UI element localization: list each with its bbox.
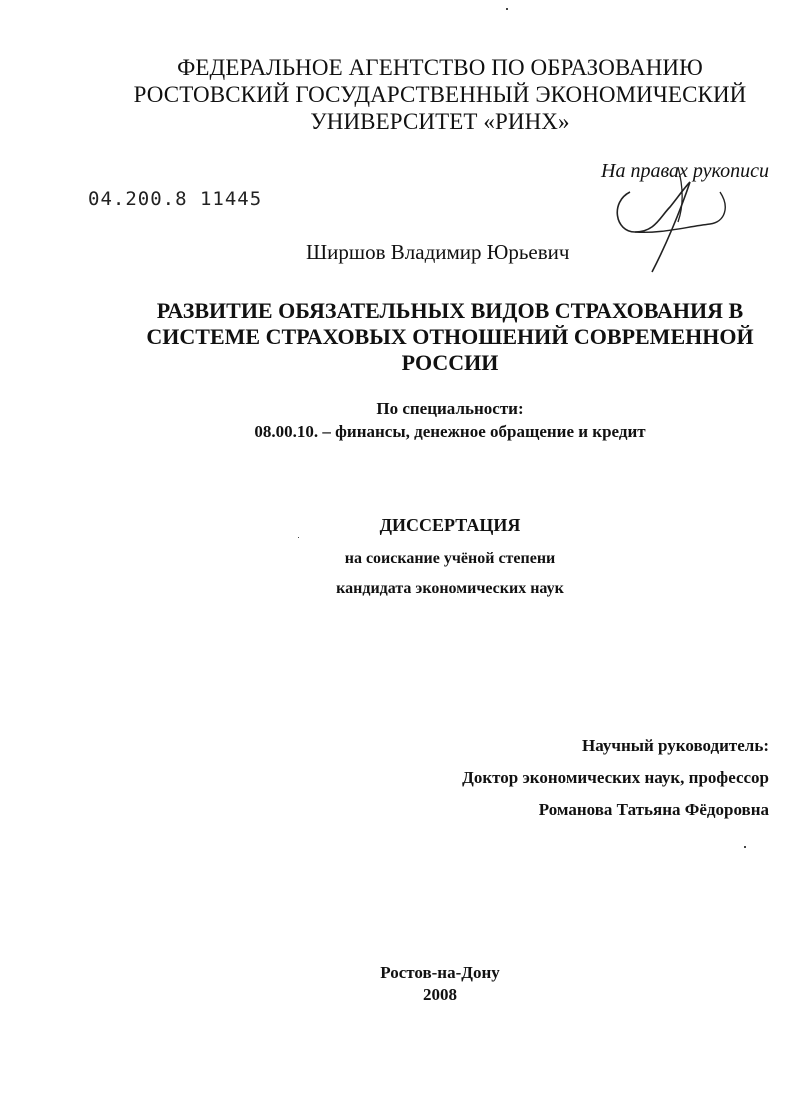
institution-line-1: ФЕДЕРАЛЬНОЕ АГЕНТСТВО ПО ОБРАЗОВАНИЮ [177,55,703,80]
registration-stamp: 04.200.8 11445 [88,188,263,210]
author-name: Ширшов Владимир Юрьевич [306,240,570,264]
dissertation-title [100,298,799,376]
year: 2008 [423,985,457,1004]
degree-line-1: на соискание учёной степени [344,550,556,567]
scan-speck [506,8,508,10]
supervisor-label: Научный руководитель: [582,736,769,755]
city: Ростов-на-Дону [380,963,500,982]
institution-line-3: УНИВЕРСИТЕТ «РИНХ» [310,109,570,134]
supervisor-title: Доктор экономических наук, профессор [462,768,769,787]
specialty-label: По специальности: [376,399,524,418]
handwritten-signature [590,162,740,277]
degree-line-2: кандидата экономических наук [336,580,564,597]
title-line-3: РОССИИ [401,350,499,375]
scan-speck [744,846,746,848]
title-line-1: РАЗВИТИЕ ОБЯЗАТЕЛЬНЫХ ВИДОВ СТРАХОВАНИЯ В [156,298,744,323]
title-line-2: СИСТЕМЕ СТРАХОВЫХ ОТНОШЕНИЙ СОВРЕМЕННОЙ [146,324,754,349]
manuscript-note: На правах рукописи [601,160,769,182]
supervisor-name: Романова Татьяна Фёдоровна [538,800,769,819]
institution-line-2: РОСТОВСКИЙ ГОСУДАРСТВЕННЫЙ ЭКОНОМИЧЕСКИЙ [133,82,747,107]
institution-block [60,54,799,135]
specialty-block [100,397,799,443]
specialty-value: 08.00.10. – финансы, денежное обращение и кредит [254,422,646,441]
scan-speck [298,537,299,538]
document-type: ДИССЕРТАЦИЯ [379,515,521,535]
